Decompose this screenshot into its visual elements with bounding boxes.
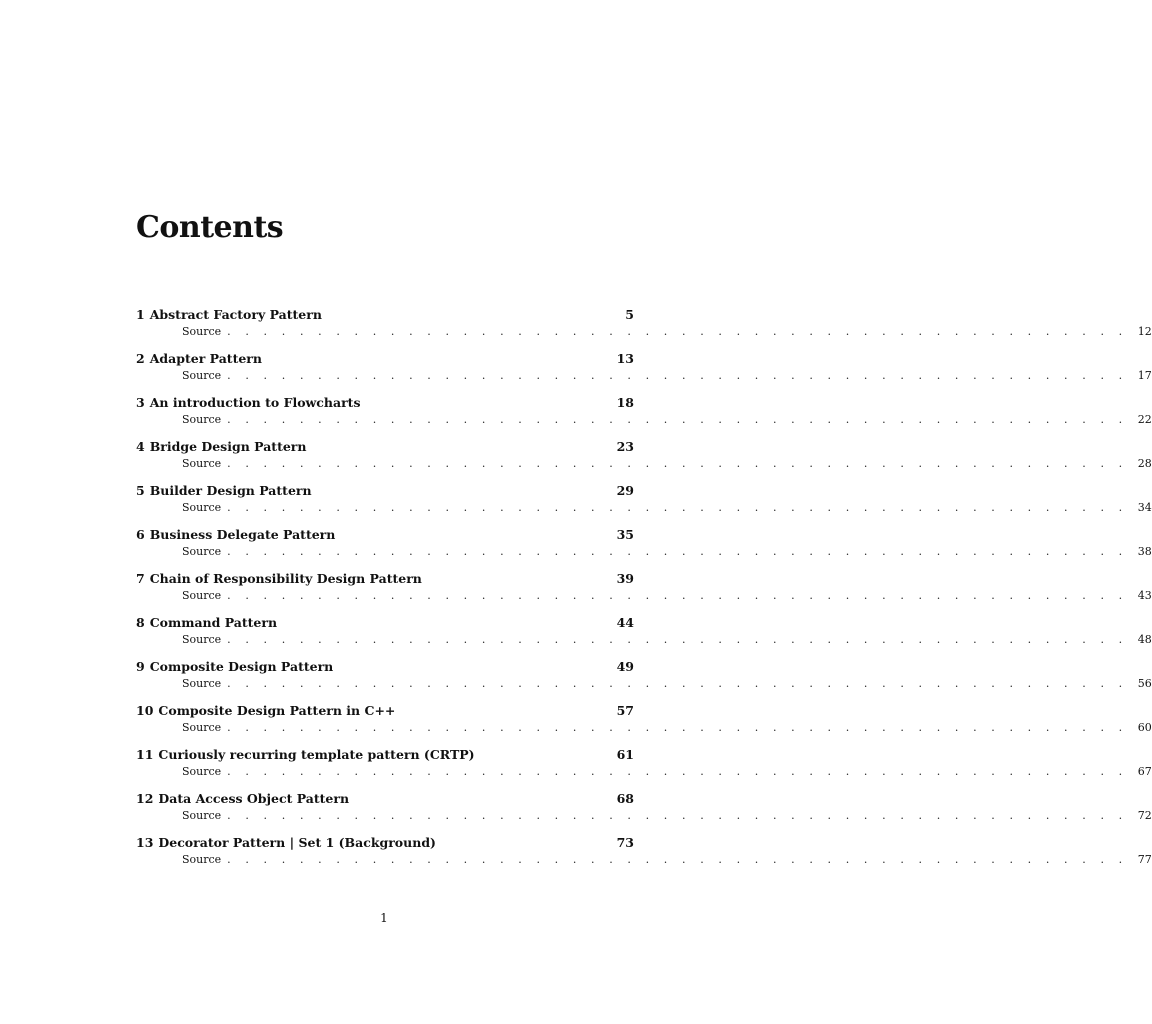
toc-source-link[interactable] <box>136 720 1152 736</box>
toc-source-link[interactable] <box>136 500 1152 516</box>
toc-source-link[interactable] <box>136 544 1152 560</box>
chapter-title: Composite Design Pattern in C++ <box>158 703 396 718</box>
chapter-title: Data Access Object Pattern <box>158 791 350 806</box>
source-page-number: 48 <box>1137 633 1152 646</box>
chapter-number: 7 <box>136 571 145 586</box>
chapter-number: 8 <box>136 615 145 630</box>
toc-chapter-link[interactable] <box>136 834 634 852</box>
toc-chapter-link[interactable] <box>136 570 634 588</box>
toc-source-link[interactable] <box>136 764 1152 780</box>
chapter-page-number: 49 <box>616 659 634 674</box>
toc-entry <box>136 350 1152 394</box>
dot-leader: . . . . . . . . . . . . . . . . . . . . . . . . . . . . . . . . . . . . . . . . . . . . . . . . . . <box>227 369 1128 382</box>
chapter-number: 9 <box>136 659 145 674</box>
toc-source-link[interactable] <box>136 632 1152 648</box>
chapter-number: 12 <box>136 791 154 806</box>
toc-chapter-link[interactable] <box>136 702 634 720</box>
chapter-number: 1 <box>136 307 145 322</box>
chapter-number: 5 <box>136 483 145 498</box>
page-footer-number: 1 <box>380 911 388 925</box>
chapter-number: 6 <box>136 527 145 542</box>
source-label: Source <box>182 853 222 866</box>
source-label: Source <box>182 501 222 514</box>
chapter-title: Chain of Responsibility Design Pattern <box>149 571 422 586</box>
toc-entry <box>136 526 1152 570</box>
source-label: Source <box>182 545 222 558</box>
chapter-number: 11 <box>136 747 154 762</box>
chapter-page-number: 57 <box>616 703 634 718</box>
chapter-title: Curiously recurring template pattern (CRTP) <box>158 747 475 762</box>
toc-entry <box>136 834 1152 878</box>
toc-entry <box>136 790 1152 834</box>
toc-entry <box>136 570 1152 614</box>
chapter-number: 3 <box>136 395 145 410</box>
toc-source-link[interactable] <box>136 412 1152 428</box>
toc-chapter-link[interactable] <box>136 790 634 808</box>
toc-chapter-link[interactable] <box>136 658 634 676</box>
chapter-page-number: 44 <box>616 615 634 630</box>
toc-source-link[interactable] <box>136 852 1152 868</box>
toc-entry <box>136 306 1152 350</box>
table-of-contents <box>136 306 1152 878</box>
source-page-number: 72 <box>1137 809 1152 822</box>
dot-leader: . . . . . . . . . . . . . . . . . . . . . . . . . . . . . . . . . . . . . . . . . . . . . . . . . . <box>227 633 1128 646</box>
source-label: Source <box>182 325 222 338</box>
toc-source-link[interactable] <box>136 324 1152 340</box>
dot-leader: . . . . . . . . . . . . . . . . . . . . . . . . . . . . . . . . . . . . . . . . . . . . . . . . . . <box>227 325 1128 338</box>
chapter-title: Adapter Pattern <box>149 351 262 366</box>
chapter-title: Builder Design Pattern <box>149 483 312 498</box>
source-page-number: 77 <box>1137 853 1152 866</box>
source-page-number: 28 <box>1137 457 1152 470</box>
toc-entry <box>136 702 1152 746</box>
source-page-number: 60 <box>1137 721 1152 734</box>
toc-entry <box>136 658 1152 702</box>
source-label: Source <box>182 589 222 602</box>
toc-entry <box>136 614 1152 658</box>
toc-entry <box>136 394 1152 438</box>
dot-leader: . . . . . . . . . . . . . . . . . . . . . . . . . . . . . . . . . . . . . . . . . . . . . . . . . . <box>227 545 1128 558</box>
chapter-title: Abstract Factory Pattern <box>149 307 322 322</box>
source-label: Source <box>182 457 222 470</box>
source-label: Source <box>182 633 222 646</box>
source-label: Source <box>182 809 222 822</box>
chapter-page-number: 29 <box>616 483 634 498</box>
toc-chapter-link[interactable] <box>136 438 634 456</box>
chapter-title: Command Pattern <box>149 615 278 630</box>
chapter-title: An introduction to Flowcharts <box>149 395 361 410</box>
source-label: Source <box>182 677 222 690</box>
chapter-number: 10 <box>136 703 154 718</box>
toc-chapter-link[interactable] <box>136 746 634 764</box>
chapter-page-number: 73 <box>616 835 634 850</box>
chapter-page-number: 23 <box>616 439 634 454</box>
dot-leader: . . . . . . . . . . . . . . . . . . . . . . . . . . . . . . . . . . . . . . . . . . . . . . . . . . <box>227 721 1128 734</box>
toc-chapter-link[interactable] <box>136 394 634 412</box>
toc-source-link[interactable] <box>136 588 1152 604</box>
toc-entry <box>136 482 1152 526</box>
dot-leader: . . . . . . . . . . . . . . . . . . . . . . . . . . . . . . . . . . . . . . . . . . . . . . . . . . <box>227 809 1128 822</box>
source-page-number: 12 <box>1137 325 1152 338</box>
dot-leader: . . . . . . . . . . . . . . . . . . . . . . . . . . . . . . . . . . . . . . . . . . . . . . . . . . <box>227 413 1128 426</box>
toc-chapter-link[interactable] <box>136 306 634 324</box>
chapter-title: Decorator Pattern | Set 1 (Background) <box>158 835 436 850</box>
chapter-page-number: 61 <box>616 747 634 762</box>
source-page-number: 67 <box>1137 765 1152 778</box>
chapter-number: 2 <box>136 351 145 366</box>
chapter-page-number: 13 <box>616 351 634 366</box>
dot-leader: . . . . . . . . . . . . . . . . . . . . . . . . . . . . . . . . . . . . . . . . . . . . . . . . . . <box>227 677 1128 690</box>
toc-chapter-link[interactable] <box>136 350 634 368</box>
source-page-number: 43 <box>1137 589 1152 602</box>
source-page-number: 34 <box>1137 501 1152 514</box>
dot-leader: . . . . . . . . . . . . . . . . . . . . . . . . . . . . . . . . . . . . . . . . . . . . . . . . . . <box>227 765 1128 778</box>
chapter-title: Bridge Design Pattern <box>149 439 307 454</box>
dot-leader: . . . . . . . . . . . . . . . . . . . . . . . . . . . . . . . . . . . . . . . . . . . . . . . . . . <box>227 501 1128 514</box>
source-label: Source <box>182 721 222 734</box>
chapter-page-number: 39 <box>616 571 634 586</box>
toc-source-link[interactable] <box>136 456 1152 472</box>
chapter-page-number: 5 <box>625 307 634 322</box>
source-label: Source <box>182 369 222 382</box>
toc-source-link[interactable] <box>136 368 1152 384</box>
chapter-number: 4 <box>136 439 145 454</box>
source-label: Source <box>182 765 222 778</box>
dot-leader: . . . . . . . . . . . . . . . . . . . . . . . . . . . . . . . . . . . . . . . . . . . . . . . . . . <box>227 853 1128 866</box>
source-page-number: 17 <box>1137 369 1152 382</box>
toc-chapter-link[interactable] <box>136 482 634 500</box>
toc-source-link[interactable] <box>136 676 1152 692</box>
dot-leader: . . . . . . . . . . . . . . . . . . . . . . . . . . . . . . . . . . . . . . . . . . . . . . . . . . <box>227 589 1128 602</box>
toc-entry <box>136 438 1152 482</box>
source-label: Source <box>182 413 222 426</box>
toc-source-link[interactable] <box>136 808 1152 824</box>
toc-chapter-link[interactable] <box>136 614 634 632</box>
chapter-page-number: 68 <box>616 791 634 806</box>
toc-chapter-link[interactable] <box>136 526 634 544</box>
chapter-page-number: 35 <box>616 527 634 542</box>
chapter-number: 13 <box>136 835 154 850</box>
chapter-page-number: 18 <box>616 395 634 410</box>
source-page-number: 56 <box>1137 677 1152 690</box>
chapter-title: Composite Design Pattern <box>149 659 334 674</box>
source-page-number: 22 <box>1137 413 1152 426</box>
chapter-title: Business Delegate Pattern <box>149 527 336 542</box>
toc-entry <box>136 746 1152 790</box>
dot-leader: . . . . . . . . . . . . . . . . . . . . . . . . . . . . . . . . . . . . . . . . . . . . . . . . . . <box>227 457 1128 470</box>
source-page-number: 38 <box>1137 545 1152 558</box>
contents-heading: Contents <box>136 210 284 245</box>
